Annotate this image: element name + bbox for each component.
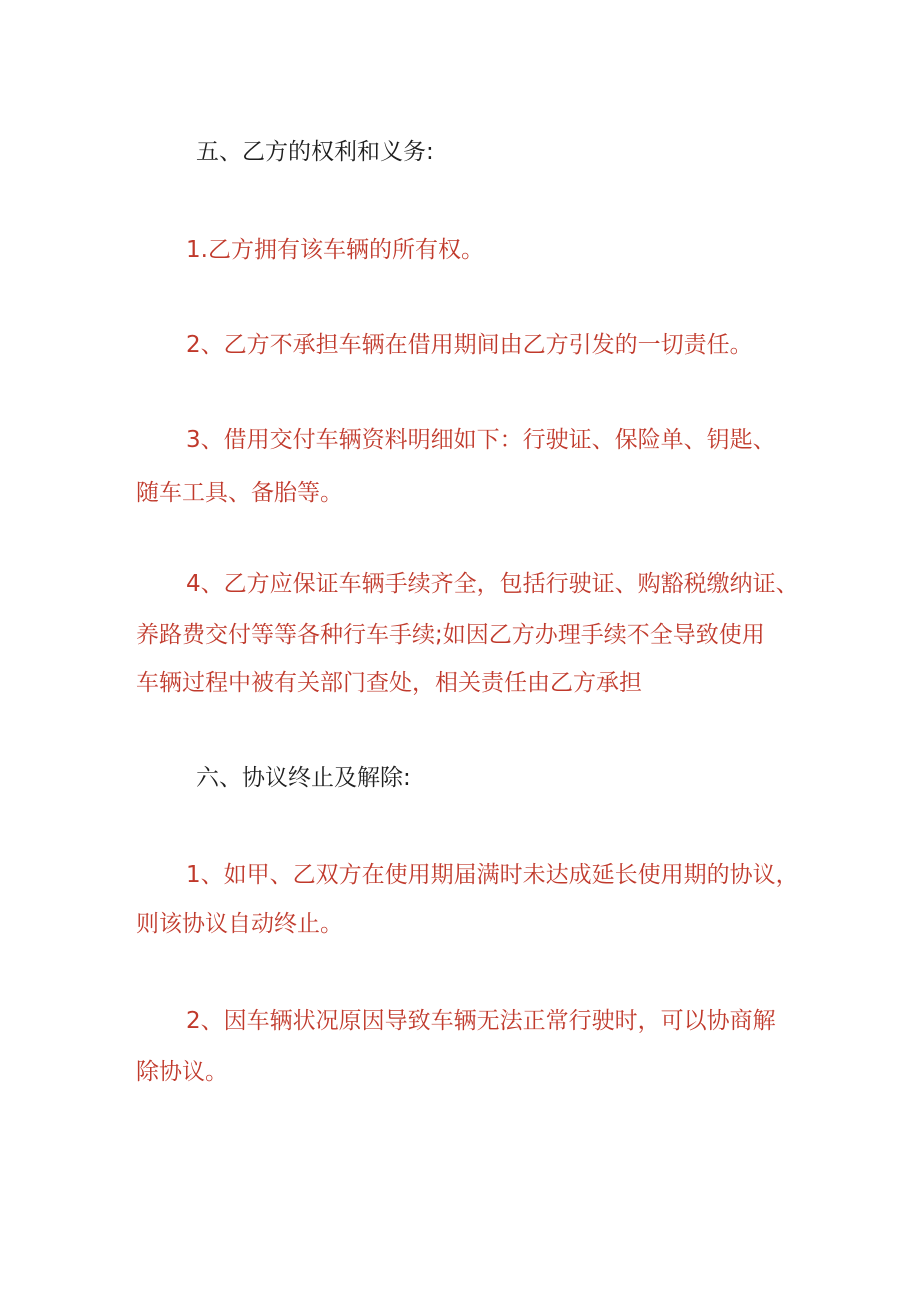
section-5-item-4-line-1: 4、乙方应保证车辆手续齐全，包括行驶证、购豁税缴纳证、 xyxy=(186,571,799,597)
section-6-item-2-line-1: 2、因车辆状况原因导致车辆无法正常行驶时，可以协商解 xyxy=(186,1008,776,1034)
section-6-item-1-line-2: 则该协议自动终止。 xyxy=(136,911,343,937)
section-5-heading: 五、乙方的权利和义务: xyxy=(196,139,434,165)
section-5-item-4-line-3: 车辆过程中被有关部门查处，相关责任由乙方承担 xyxy=(136,670,642,696)
section-5-item-3-line-2: 随车工具、备胎等。 xyxy=(136,480,343,506)
section-5-item-2: 2、乙方不承担车辆在借用期间由乙方引发的一切责任。 xyxy=(186,332,753,358)
section-5-item-3-line-1: 3、借用交付车辆资料明细如下：行驶证、保险单、钥匙、 xyxy=(186,427,776,453)
section-5-item-1: 1.乙方拥有该车辆的所有权。 xyxy=(186,237,484,263)
section-6-item-1-line-1: 1、如甲、乙双方在使用期届满时未达成延长使用期的协议， xyxy=(186,862,799,888)
section-5-item-4-line-2: 养路费交付等等各种行车手续;如因乙方办理手续不全导致使用 xyxy=(136,622,765,648)
section-6-item-2-line-2: 除协议。 xyxy=(136,1059,228,1085)
section-6-heading: 六、协议终止及解除: xyxy=(196,765,411,791)
